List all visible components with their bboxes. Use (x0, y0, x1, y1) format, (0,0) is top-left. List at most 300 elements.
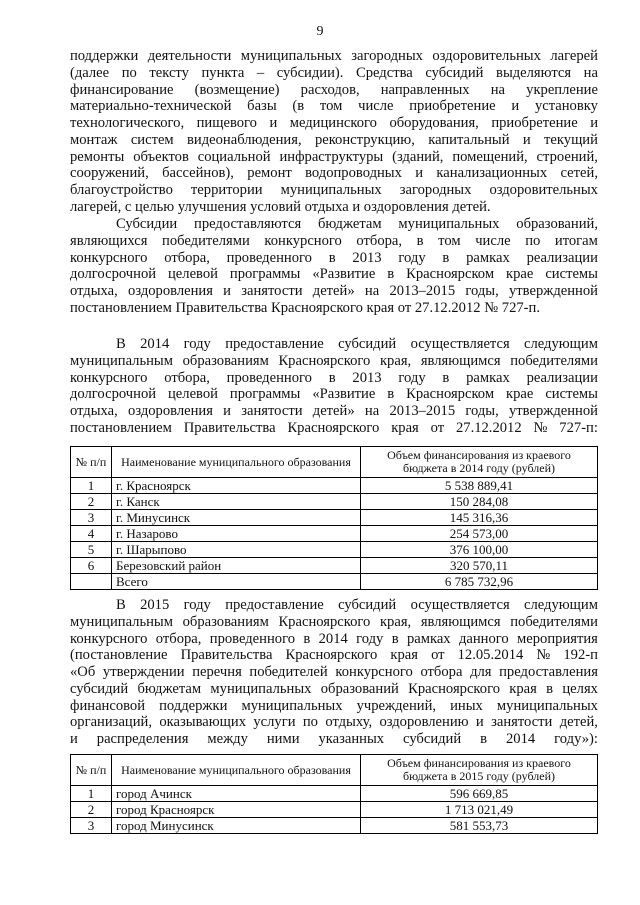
word: в (442, 249, 450, 266)
word: рамках (466, 249, 510, 266)
word: году»): (554, 731, 598, 747)
word: – (256, 64, 265, 81)
word: 27.12.2012 (455, 419, 522, 436)
word: В (116, 336, 126, 352)
word: в (387, 386, 395, 403)
word: конкурсного (335, 664, 413, 680)
word: долгосрочной (70, 266, 157, 283)
word: лагерей, с целью улучшения условий отдыха и оздоровления детей. (70, 198, 491, 215)
word: 2013–2015 (389, 403, 456, 419)
word: в (546, 680, 554, 697)
word: 727-п: (559, 419, 598, 436)
word: 2015 (140, 597, 170, 613)
word: муниципальных (240, 48, 342, 64)
word: перечня (192, 664, 242, 680)
table-row (71, 510, 598, 526)
word: базы (247, 98, 277, 115)
text-line (70, 631, 598, 648)
word: отдыха, (70, 403, 118, 419)
word: в (387, 266, 395, 283)
text-line (70, 115, 598, 132)
word: субсидий (425, 64, 484, 81)
word: по (121, 64, 137, 81)
word: края, (379, 613, 412, 630)
word: проведенного (209, 630, 295, 647)
word: отбора, (356, 232, 403, 249)
word: годы, (465, 283, 499, 299)
word: и (415, 165, 424, 182)
word: образований, (516, 216, 598, 232)
cell-name: г. Канск (112, 494, 361, 510)
cell-num: 5 (71, 542, 112, 558)
page-number: 9 (316, 24, 324, 39)
word: предоставления (499, 664, 598, 680)
word: реализации (526, 369, 598, 386)
word: помещений, (452, 148, 528, 165)
paragraph-2 (70, 216, 598, 317)
word: края, (379, 352, 412, 369)
table-2015 (70, 754, 598, 834)
word: сооружений, (70, 165, 149, 182)
word: детей» (312, 283, 355, 299)
word: победителями (510, 613, 598, 630)
word: проведенного (226, 369, 312, 386)
word: субсидии). (276, 64, 344, 81)
word: иных (450, 697, 483, 714)
word: деятельности (147, 48, 232, 64)
word: оказывающих (159, 714, 246, 731)
text-line (70, 283, 598, 300)
word: медицинского (289, 115, 377, 131)
word: муниципальных (398, 216, 500, 232)
word: крае (506, 386, 534, 403)
cell-sum: 6 785 732,96 (361, 574, 598, 590)
word: монтаж (70, 131, 118, 148)
word: субсидий (403, 731, 462, 747)
word: реализации (526, 249, 598, 266)
cell-sum: 145 316,36 (361, 510, 598, 526)
word: и (269, 115, 278, 131)
word: рамках (406, 630, 451, 647)
word: оздоровления (128, 403, 213, 419)
word: являющимся (420, 613, 501, 630)
word: между (207, 731, 248, 747)
paragraph-4 (70, 597, 598, 748)
word: края (391, 419, 419, 436)
word: реконструкцию, (314, 131, 415, 148)
text-line (70, 403, 598, 420)
table-2014 (70, 446, 598, 590)
text-line (70, 199, 598, 216)
word: утвержденной (509, 403, 598, 419)
word: в (480, 731, 488, 747)
cell-sum: 150 284,08 (361, 494, 598, 510)
word: году (398, 369, 426, 386)
text-line (70, 216, 598, 233)
word: отдыху, (325, 714, 373, 731)
cell-num (71, 574, 112, 590)
word: благоустройство (70, 182, 173, 198)
word: системы (545, 386, 598, 403)
cell-sum: 254 573,00 (361, 526, 598, 542)
word: бюджетам (317, 216, 382, 232)
word: образованиям (182, 352, 269, 369)
word: капитальный (428, 131, 510, 148)
word: году (183, 597, 211, 613)
word: отбора, (164, 369, 210, 386)
table-row (71, 786, 598, 802)
cell-num: 1 (71, 786, 112, 802)
word: в (328, 249, 336, 266)
word: программы (229, 266, 301, 283)
word: тексту (149, 64, 189, 81)
cell-num: 3 (71, 818, 112, 834)
col-header-sum: Объем финансирования из краевого бюджета в 2015 году (рублей) (361, 755, 598, 786)
word: муниципальных (210, 680, 312, 697)
word: организаций, (70, 714, 152, 731)
word: субсидий (70, 680, 129, 697)
word: том (438, 232, 461, 249)
word: в (303, 630, 311, 647)
word: финансовой (70, 697, 146, 714)
word: отбора (420, 664, 463, 680)
word: программы (229, 386, 301, 403)
text-line (70, 731, 598, 748)
word: и (511, 98, 520, 115)
word: № (536, 647, 551, 664)
word: текущий (544, 131, 598, 148)
word: социальной (197, 148, 271, 165)
word: отбора, (155, 630, 202, 647)
word: Красноярского (278, 352, 371, 369)
word: услуги (253, 714, 296, 731)
word: муниципальных (496, 697, 598, 714)
table-row (71, 574, 598, 590)
word: году (183, 336, 211, 352)
cell-num: 3 (71, 510, 112, 526)
word: конкурсного (70, 369, 148, 386)
word: 12.05.2014 (457, 647, 524, 664)
table-row (71, 542, 598, 558)
word: Правительства (180, 647, 273, 664)
table-row (71, 478, 598, 494)
word: детей, (559, 714, 598, 731)
word: занятости (241, 283, 303, 299)
text-line (70, 647, 598, 664)
word: целевой (168, 386, 218, 403)
word: приобретение (409, 98, 496, 115)
word: и (475, 714, 484, 731)
word: учреждений, (356, 697, 437, 714)
word: в (328, 369, 336, 386)
cell-name: город Минусинск (112, 818, 361, 834)
word: постановлением Правительства Красноярского края от 27.12.2012 № 727-п. (70, 299, 540, 316)
cell-name: г. Красноярск (112, 478, 361, 494)
table-row (71, 558, 598, 574)
word: являющимся (420, 352, 501, 369)
text-line (70, 98, 598, 115)
cell-name: г. Шарыпово (112, 542, 361, 558)
table-row (71, 818, 598, 834)
word: следующим (524, 336, 598, 352)
cell-sum: 5 538 889,41 (361, 478, 598, 494)
text-line (70, 132, 598, 149)
cell-name: город Красноярск (112, 802, 361, 818)
word: году (398, 249, 426, 266)
paragraph-1 (70, 48, 598, 216)
word: инфраструктуры (279, 148, 384, 165)
word: муниципальных (280, 182, 382, 198)
word: 2014 (318, 630, 348, 647)
text-line (70, 336, 598, 353)
word: на (490, 81, 506, 98)
cell-num: 1 (71, 478, 112, 494)
col-header-num: № п/п (71, 755, 112, 786)
word: образований (320, 680, 399, 697)
col-header-sum: Объем финансирования из краевого бюджета в 2014 году (рублей) (361, 447, 598, 478)
word: числе (475, 232, 511, 249)
cell-sum: 581 553,73 (361, 818, 598, 834)
word: по (525, 232, 541, 249)
word: Красноярском (406, 266, 495, 283)
text-line (70, 266, 598, 283)
word: крае (506, 266, 534, 283)
cell-name: Березовский район (112, 558, 361, 574)
word: загородных (351, 48, 423, 64)
word: осуществляется (410, 336, 510, 352)
col-header-name: Наименование муниципального образования (112, 755, 361, 786)
word: финансирование (70, 81, 174, 98)
cell-sum: 1 713 021,49 (361, 802, 598, 818)
word: проведенного (226, 249, 312, 266)
word: выделяются (496, 64, 572, 81)
word: муниципальных (241, 697, 343, 714)
word: ними (266, 731, 300, 747)
word: и (223, 403, 231, 419)
text-line (70, 300, 598, 317)
word: Красноярского (285, 647, 378, 664)
word: указанных (318, 731, 385, 747)
word: приобретение (491, 115, 578, 131)
word: Субсидии (116, 216, 178, 232)
word: в (416, 232, 424, 249)
col-header-name: Наименование муниципального образования (112, 447, 361, 478)
word: ремонт (247, 165, 292, 182)
word: постановлением (70, 419, 172, 436)
cell-sum: 596 669,85 (361, 786, 598, 802)
cell-num: 2 (71, 802, 112, 818)
word: победителями (510, 352, 598, 369)
text-line (70, 233, 598, 250)
text-line (70, 182, 598, 199)
word: сетей, (560, 165, 598, 182)
cell-name: г. Назарово (112, 526, 361, 542)
table-header-row (71, 755, 598, 786)
word: отбора, (164, 249, 210, 266)
word: следующим (524, 597, 598, 613)
word: осуществляется (410, 597, 510, 613)
word: лагерей (550, 48, 598, 64)
word: победителями (162, 232, 250, 249)
text-line (70, 681, 598, 698)
word: и (590, 115, 598, 131)
word: данного (458, 630, 509, 647)
word: целевой (168, 266, 218, 283)
word: 2013–2015 (389, 283, 456, 299)
text-line (70, 597, 598, 614)
word: отдыха, (70, 283, 118, 299)
cell-num: 4 (71, 526, 112, 542)
word: Красноярского (278, 613, 371, 630)
table-row (71, 494, 598, 510)
word: распределения (96, 731, 189, 747)
text-line (70, 698, 598, 715)
word: Красноярского (408, 680, 500, 697)
text-line (70, 250, 598, 267)
word: В (116, 597, 126, 613)
text-line (70, 370, 598, 387)
word: загородных (399, 182, 472, 198)
word: победителей (249, 664, 328, 680)
word: Средства (355, 64, 413, 81)
word: муниципальным (70, 613, 173, 630)
text-line (70, 664, 598, 681)
word: предоставление (225, 336, 324, 352)
word: пункта (201, 64, 245, 81)
word: на (364, 403, 380, 419)
word: конкурсного (70, 630, 148, 647)
word: и (70, 731, 78, 747)
word: «Развитие (312, 266, 376, 283)
word: на (364, 283, 380, 299)
text-line (70, 165, 598, 182)
word: строений, (536, 148, 598, 165)
word: бюджетам (137, 680, 202, 697)
word: мероприятия (517, 630, 598, 647)
word: оздоровлению (379, 714, 469, 731)
cell-num: 2 (71, 494, 112, 510)
cell-sum: 320 570,11 (361, 558, 598, 574)
word: 192-п (563, 647, 598, 664)
word: оборудования, (389, 115, 479, 131)
word: пищевого (196, 115, 257, 131)
word: (далее (70, 64, 110, 81)
cell-sum: 376 100,00 (361, 542, 598, 558)
word: направленных (380, 81, 470, 98)
word: предоставляются (194, 216, 302, 232)
cell-name: Всего (112, 574, 361, 590)
word: Красноярском (406, 386, 495, 403)
word: (зданий, (392, 148, 444, 165)
table-row (71, 802, 598, 818)
text-line (70, 82, 598, 99)
word: на (583, 64, 598, 81)
word: 2014 (506, 731, 536, 747)
word: году (356, 630, 384, 647)
word: (возмещение) (194, 81, 280, 98)
word: Правительства (183, 419, 276, 436)
word: предоставление (225, 597, 324, 613)
word: числе (358, 98, 394, 115)
word: (в (292, 98, 305, 115)
word: бассейнов), (162, 165, 234, 182)
word: поддержки (159, 697, 228, 714)
word: системы (545, 266, 598, 283)
word: 2013 (352, 369, 382, 386)
text-line (70, 149, 598, 166)
word: материально-технической (70, 98, 232, 115)
word: от (431, 647, 445, 664)
word: муниципальным (70, 352, 173, 369)
text-line (70, 714, 598, 731)
col-header-num: № п/п (71, 447, 112, 478)
word: № (533, 419, 548, 436)
word: края (390, 647, 418, 664)
word: и (522, 131, 531, 148)
word: (постановление (70, 647, 168, 664)
word: по (302, 714, 318, 731)
text-line (70, 386, 598, 403)
cell-name: г. Минусинск (112, 510, 361, 526)
word: видеонаблюдения, (187, 131, 302, 148)
word: ремонты (70, 148, 125, 165)
word: субсидий (338, 597, 397, 613)
table-row (71, 526, 598, 542)
word: систем (130, 131, 174, 148)
word: края (509, 680, 537, 697)
word: 2014 (140, 336, 170, 352)
word: занятости (241, 403, 303, 419)
cell-name: город Ачинск (112, 786, 361, 802)
word: утвержденной (509, 283, 598, 299)
word: образованиям (182, 613, 269, 630)
word: территории (190, 182, 263, 198)
word: конкурсного (264, 232, 342, 249)
word: в (442, 369, 450, 386)
word: поддержки (70, 48, 139, 64)
cell-num: 6 (71, 558, 112, 574)
word: для (470, 664, 492, 680)
word: водопроводных (305, 165, 402, 182)
word: субсидий (338, 336, 397, 352)
word: объектов (133, 148, 189, 165)
word: долгосрочной (70, 386, 157, 403)
word: оздоровления (128, 283, 213, 299)
word: 2013 (352, 249, 382, 266)
word: являющихся (70, 232, 148, 249)
word: оздоровительных (489, 182, 598, 198)
word: укрепление (526, 81, 598, 98)
word: и (223, 283, 231, 299)
word: оздоровительных (432, 48, 541, 64)
word: установку (534, 98, 598, 115)
text-line (70, 65, 598, 82)
word: «Развитие (312, 386, 376, 403)
word: целях (562, 680, 598, 697)
word: том (319, 98, 343, 115)
word: канализационных (436, 165, 548, 182)
paragraph-3 (70, 336, 598, 437)
word: годы, (465, 403, 499, 419)
word: рамках (466, 369, 510, 386)
text-line (70, 353, 598, 370)
word: технологического, (70, 115, 185, 131)
text-line (70, 48, 598, 65)
word: утверждении (102, 664, 185, 680)
word: занятости (491, 714, 553, 731)
word: «Об (70, 664, 96, 680)
word: в (391, 630, 399, 647)
